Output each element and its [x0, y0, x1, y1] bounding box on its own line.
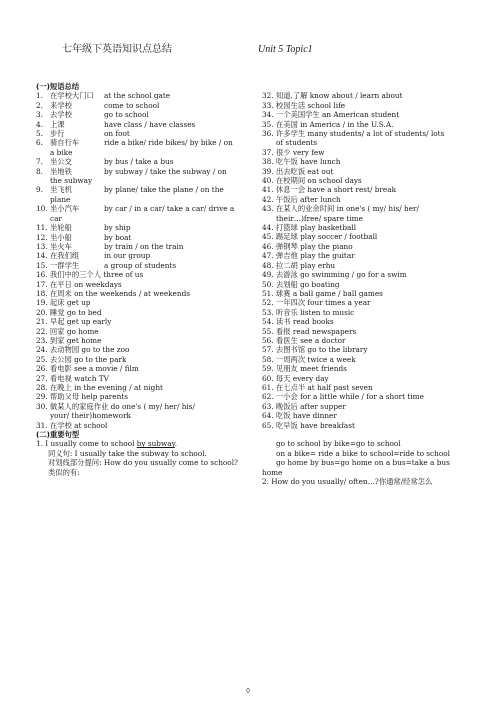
phrase-item: 22. 回家 go home: [36, 326, 99, 336]
phrase-item: 39. 出去吃饭 eat out: [262, 166, 334, 176]
phrase-item: 63. 晚饭后 after supper: [262, 401, 346, 411]
phrase-item: 29. 帮助父母 help parents: [36, 392, 128, 402]
phrase-item: 61. 在七点半 at half past seven: [262, 382, 373, 392]
phrase-item: 12. 坐小船 by boat: [36, 232, 132, 242]
phrase-item: 14. 在我们组 in our group: [36, 251, 151, 261]
title-unit: Unit 5 Topic1: [258, 44, 313, 55]
phrase-item: 51. 球赛 a ball game / ball games: [262, 288, 383, 298]
phrase-item: 33. 校园生活 school life: [262, 100, 346, 110]
phrase-item: 37. 很少 very few: [262, 147, 325, 157]
title-chinese: 七年级下英语知识点总结: [62, 44, 172, 55]
phrase-item: 8. 坐地铁 by subway / take the subway / on: [36, 166, 227, 176]
phrase-item: 9. 坐飞机 by plane/ take the plane / on the: [36, 185, 224, 195]
right-column: [262, 82, 478, 486]
phrase-item: 35. 在美国 in America / in the U.S.A.: [262, 119, 394, 129]
phrase-item: 57. 去图书馆 go to the library: [262, 345, 368, 355]
underlined-phrase: by subway: [136, 439, 175, 449]
sentence-line: go to school by bike=go to school: [276, 439, 401, 449]
phrase-list-left: [36, 91, 246, 270]
phrase-item: 17. 在平日 on weekdays: [36, 279, 122, 289]
phrase-item: 46. 弹钢琴 play the piano: [262, 241, 353, 251]
phrase-item: 43. 在某人的业余时间 in one's ( my/ his/ her/: [262, 204, 419, 214]
phrase-continuation: your/ their)homework: [50, 411, 131, 421]
sentence-examples: [262, 439, 478, 486]
phrase-item: 58. 一周两次 twice a week: [262, 354, 356, 364]
phrase-item: 28. 在晚上 in the evening / at night: [36, 383, 163, 392]
phrase-item: 52. 一年四次 four times a year: [262, 298, 371, 308]
phrase-item: their…)free/ spare time: [276, 213, 363, 223]
phrase-item: 53. 听音乐 listen to music: [262, 307, 355, 317]
phrase-item: 40. 在校期间 on school days: [262, 176, 362, 186]
section-heading-phrases: (一)短语总结: [36, 82, 80, 91]
phrase-list-left-2: [36, 270, 246, 411]
phrase-item: 41. 休息一会 have a short rest/ break: [262, 185, 396, 195]
phrase-item: 3. 去学校 go to school: [36, 110, 149, 120]
sentence-line: go home by bus=go home on a bus=take a bus: [276, 458, 450, 468]
phrase-item: 4. 上课 have class / have classes: [36, 119, 196, 129]
phrase-item: 56. 看医生 see a doctor: [262, 335, 346, 345]
phrase-item: 45. 踢足球 play soccer / football: [262, 232, 378, 242]
phrase-continuation: plane: [50, 194, 71, 204]
phrase-item: 21. 早起 get up early: [36, 317, 112, 327]
phrase-item: 24. 去动物园 go to the zoo: [36, 345, 130, 355]
phrase-item: 18. 在周末 on the weekends / at weekends: [36, 288, 190, 298]
phrase-item: 20. 睡觉 go to bed: [36, 307, 102, 317]
question-sentence: 对划线部分提问: How do you usually come to school?: [48, 458, 238, 468]
phrase-item: 15. 一群学生 a group of students: [36, 260, 177, 270]
phrase-item: 16. 我们中的三个人 three of us: [36, 270, 144, 280]
phrase-item: 6. 骑自行车 ride a bike/ ride bikes/ by bike / on: [36, 138, 233, 148]
phrase-item: 30. 做某人的家庭作业 do one's ( my/ her/ his/: [36, 401, 195, 411]
phrase-item: 38. 吃午饭 have lunch: [262, 157, 341, 167]
sentence-1: 1. I usually come to school by subway.: [36, 439, 178, 449]
phrase-item: 7. 坐公交 by bus / take a bus: [36, 157, 174, 167]
phrase-item: 13. 坐火车 by train / on the train: [36, 241, 184, 251]
phrase-item: 10. 坐小汽车 by car / in a car/ take a car/ drive a: [36, 204, 235, 214]
phrase-item: 34. 一个美国学生 an American student: [262, 110, 400, 120]
phrase-continuation: a bike: [50, 147, 73, 157]
sentence-line: 2. How do you usually/ often…?你通常/经常怎么: [262, 477, 433, 487]
section-heading-sentences: (二)重要句型: [36, 430, 80, 440]
phrase-item: 36. 许多学生 many students/ a lot of students/ lots: [262, 129, 445, 139]
phrase-item: 65. 吃早饭 have breakfast: [262, 420, 355, 430]
similar-label: 类似的有:: [48, 467, 80, 477]
phrase-item: 11. 坐轮船 by ship: [36, 223, 131, 233]
sentence-line: home: [262, 467, 283, 477]
phrase-item: 2. 来学校 come to school: [36, 100, 160, 110]
phrase-item: 49. 去游泳 go swimming / go for a swim: [262, 270, 407, 280]
phrase-item: 59. 见朋友 meet friends: [262, 364, 347, 374]
phrase-item: of students: [276, 138, 318, 148]
page-title: [0, 42, 496, 58]
phrase-continuation: the subway: [50, 176, 93, 186]
phrase-item: 27. 看电视 watch TV: [36, 373, 109, 383]
page-number: 0: [246, 688, 250, 695]
phrase-item: 31. 在学校 at school: [36, 420, 108, 430]
left-column: [36, 82, 246, 477]
synonym-sentence: 同义句: I usually take the subway to school.: [48, 448, 207, 458]
phrase-item: 23. 到家 get home: [36, 335, 102, 345]
phrase-item: 50. 去划船 go boating: [262, 279, 340, 289]
phrase-item: 54. 读书 read books: [262, 317, 334, 327]
phrase-item: 62. 一小会 for a little while / for a short time: [262, 392, 424, 402]
phrase-item: 42. 午饭后 after lunch: [262, 194, 341, 204]
phrase-item: 5. 步行 on foot: [36, 129, 130, 139]
phrase-item: 26. 看电影 see a movie / film: [36, 364, 139, 374]
phrase-item: 48. 拉二胡 play erhu: [262, 260, 336, 270]
phrase-item: 55. 看报 read newspapers: [262, 326, 357, 336]
phrase-continuation: car: [50, 213, 62, 223]
phrase-item: 60. 每天 every day: [262, 373, 329, 383]
phrase-item: 1. 在学校大门口 at the school gate: [36, 91, 171, 101]
phrase-item: 25. 去公园 go to the park: [36, 354, 127, 364]
phrase-list-right: [262, 91, 478, 430]
phrase-item: 19. 起床 get up: [36, 298, 91, 308]
sentence-line: on a bike= ride a bike to school=ride to school: [276, 448, 450, 458]
phrase-item: 32. 知道,了解 know about / learn about: [262, 91, 403, 101]
phrase-item: 44. 打篮球 play basketball: [262, 223, 357, 233]
phrase-item: 47. 弹吉他 play the guitar: [262, 251, 355, 261]
phrase-item: 64. 吃饭 have dinner: [262, 411, 337, 421]
